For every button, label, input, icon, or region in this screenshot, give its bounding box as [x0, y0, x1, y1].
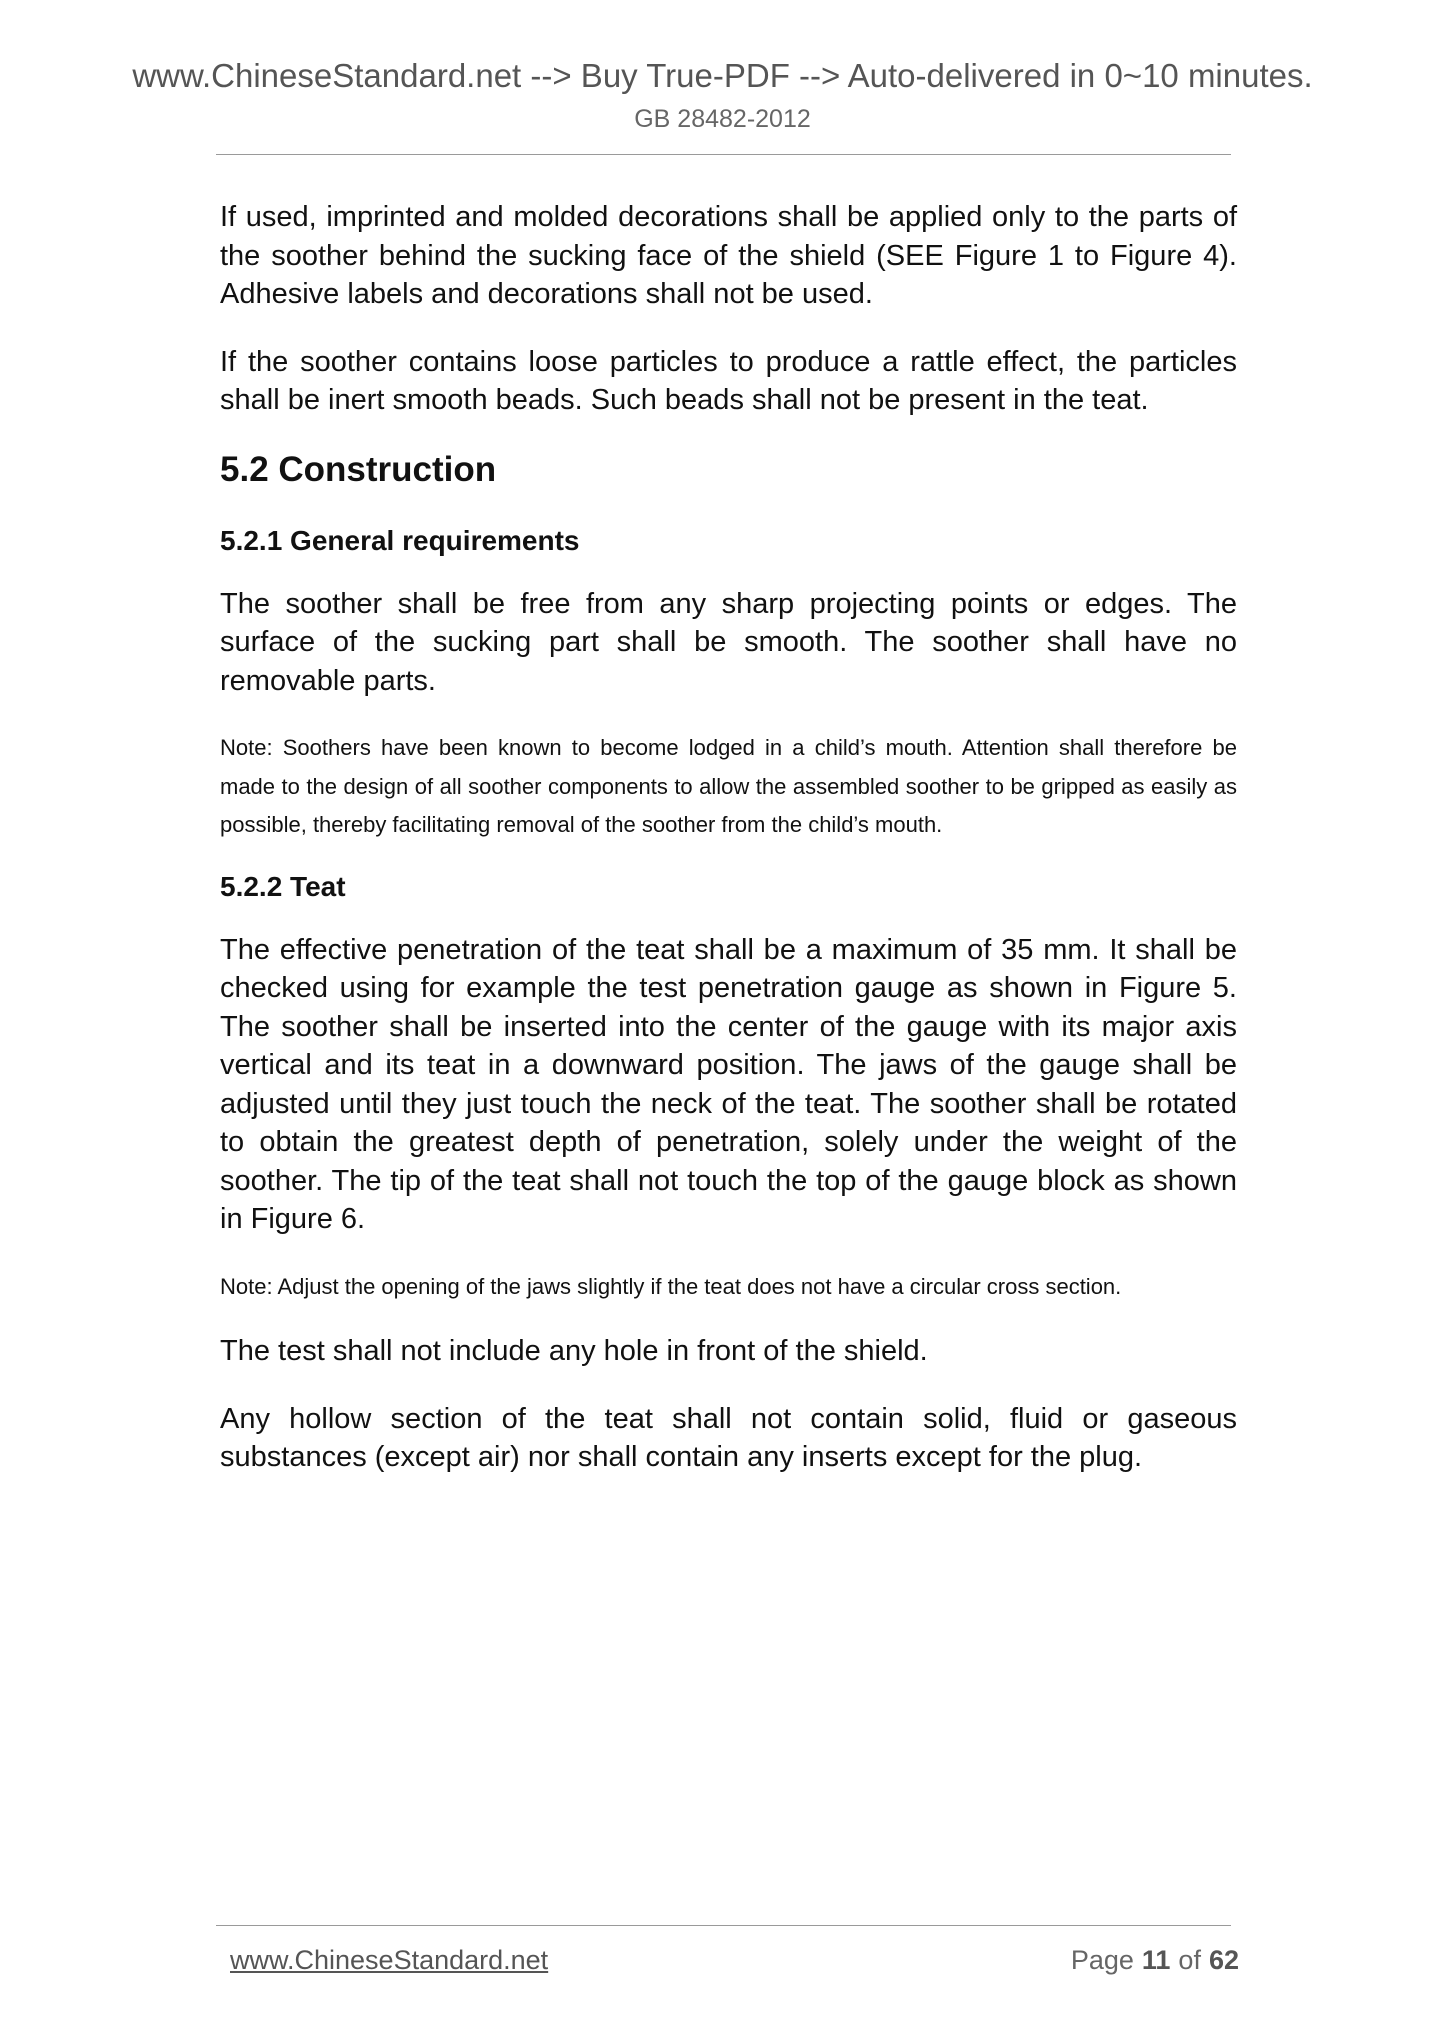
subsection-heading-general-requirements: 5.2.1 General requirements	[220, 524, 580, 556]
paragraph-hollow-section: Any hollow section of the teat shall not contain solid, fluid or gaseous substances (except air) nor shall contain any inserts except for the plug.	[220, 1402, 1237, 1473]
footer-divider	[216, 1925, 1231, 1926]
header-divider	[216, 154, 1231, 155]
section-heading-construction: 5.2 Construction	[220, 449, 497, 489]
page-indicator	[1071, 1943, 1239, 1977]
note-jaws-adjustment: Note: Adjust the opening of the jaws slightly if the teat does not have a circular cross section.	[220, 1273, 1122, 1299]
paragraph-rattle-particles: If the soother contains loose particles to produce a rattle effect, the particles shall be inert smooth beads. Such beads shall not be present in the teat.	[220, 345, 1237, 416]
page-label: Page	[1070, 1945, 1134, 1975]
page-current: 11	[1141, 1945, 1171, 1975]
of-label: of	[1178, 1945, 1201, 1975]
paragraph-teat-penetration: The effective penetration of the teat shall be a maximum of 35 mm. It shall be checked using for example the test penetration gauge as shown in Figure 5. The soother shall be inserted into the center of the gauge with its major axis vertical and its teat in a downward position. The jaws of the gauge shall be adjusted until they just touch the neck of the teat. The soother shall be rotated to obtain the greatest depth of penetration, solely under the weight of the soother. The tip of the teat shall not touch the top of the gauge block as shown in Figure 6.	[220, 933, 1237, 1235]
document-body	[220, 198, 1237, 1506]
note-lodged-soothers: Note: Soothers have been known to become lodged in a child’s mouth. Attention shall therefore be made to the design of all soother components to allow the assembled soother to be gripped as easily as possible, thereby facilitating removal of the soother from the child’s mouth.	[220, 735, 1237, 837]
header-banner: www.ChineseStandard.net --> Buy True-PDF --> Auto-delivered in 0~10 minutes.	[132, 57, 1313, 94]
page-total: 62	[1208, 1945, 1239, 1975]
standard-number: GB 28482-2012	[634, 105, 811, 133]
paragraph-hole-test: The test shall not include any hole in front of the shield.	[220, 1335, 928, 1367]
paragraph-general-requirements: The soother shall be free from any sharp projecting points or edges. The surface of the sucking part shall be smooth. The soother shall have no removable parts.	[220, 587, 1237, 697]
subsection-heading-teat: 5.2.2 Teat	[220, 870, 346, 902]
footer-site-link[interactable]: www.ChineseStandard.net	[230, 1945, 549, 1975]
paragraph-decorations: If used, imprinted and molded decorations shall be applied only to the parts of the soother behind the sucking face of the shield (SEE Figure 1 to Figure 4). Adhesive labels and decorations shall not be used.	[220, 201, 1237, 310]
